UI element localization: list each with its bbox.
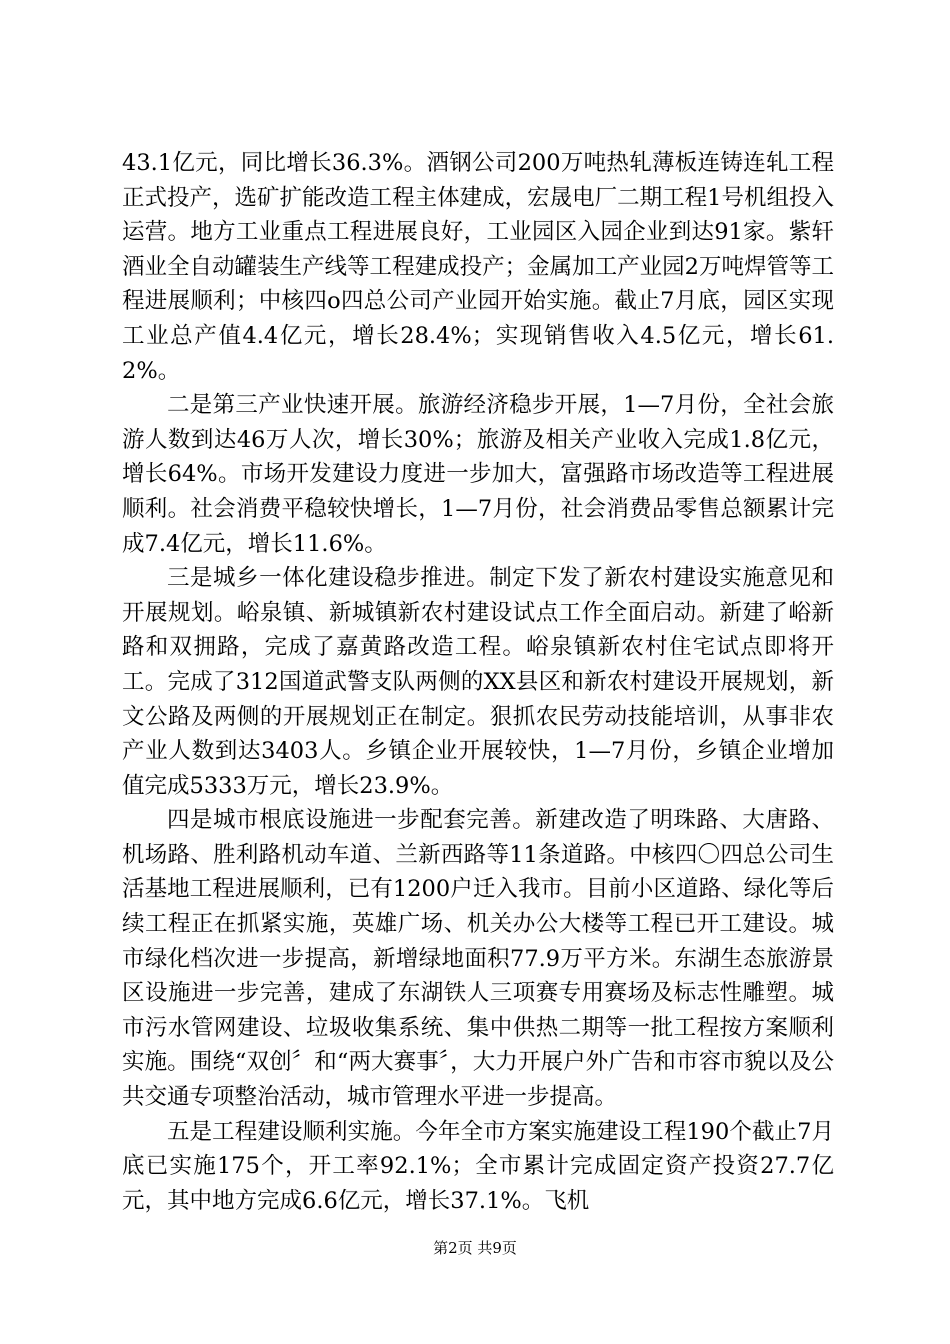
page-number-footer: 第2页 共9页 [433,1239,517,1257]
paragraph-urban-rural-integration: 三是城乡一体化建设稳步推进。制定下发了新农村建设实施意见和开展规划。峪泉镇、新城镇新农村建设试点工作全面启动。新建了峪新路和双拥路，完成了嘉黄路改造工程。峪泉镇新农村住宅试点即将开工。完成了312国道武警支队两侧的XX县区和新农村建设开展规划，新文公路及两侧的开展规划正在制定。狠抓农民劳动技能培训，从事非农产业人数到达3403人。乡镇企业开展较快，1—7月份，乡镇企业增加值完成5333万元，增长23.9%。 [122,565,834,799]
paragraph-industry-continued: 43.1亿元，同比增长36.3%。酒钢公司200万吨热轧薄板连铸连轧工程正式投产，选矿扩能改造工程主体建成，宏晟电厂二期工程1号机组投入运营。地方工业重点工程进展良好，工业园区入园企业到达91家。紫轩酒业全自动罐装生产线等工程建成投产；金属加工产业园2万吨焊管等工程进展顺利；中核四o四总公司产业园开始实施。截止7月底，园区实现工业总产值4.4亿元，增长28.4%；实现销售收入4.5亿元，增长61.2%。 [122,150,834,384]
paragraph-infrastructure: 四是城市根底设施进一步配套完善。新建改造了明珠路、大唐路、机场路、胜利路机动车道、兰新西路等11条道路。中核四〇四总公司生活基地工程进展顺利，已有1200户迁入我市。目前小区道路、绿化等后续工程正在抓紧实施，英雄广场、机关办公大楼等工程已开工建设。城市绿化档次进一步提高，新增绿地面积77.9万平方米。东湖生态旅游景区设施进一步完善，建成了东湖铁人三项赛专用赛场及标志性雕塑。城市污水管网建设、垃圾收集系统、集中供热二期等一批工程按方案顺利实施。围绕“双创〞和“两大赛事〞，大力开展户外广告和市容市貌以及公共交通专项整治活动，城市管理水平进一步提高。 [122,807,834,1111]
paragraph-tertiary-industry: 二是第三产业快速开展。旅游经济稳步开展，1—7月份，全社会旅游人数到达46万人次，增长30%；旅游及相关产业收入完成1.8亿元，增长64%。市场开发建设力度进一步加大，富强路市场改造等工程进展顺利。社会消费平稳较快增长，1—7月份，社会消费品零售总额累计完成7.4亿元，增长11.6%。 [122,392,834,557]
document-body [122,146,834,1218]
paragraph-project-construction: 五是工程建设顺利实施。今年全市方案实施建设工程190个截止7月底已实施175个，开工率92.1%；全市累计完成固定资产投资27.7亿元，其中地方完成6.6亿元，增长37.1%。飞机 [122,1118,834,1214]
